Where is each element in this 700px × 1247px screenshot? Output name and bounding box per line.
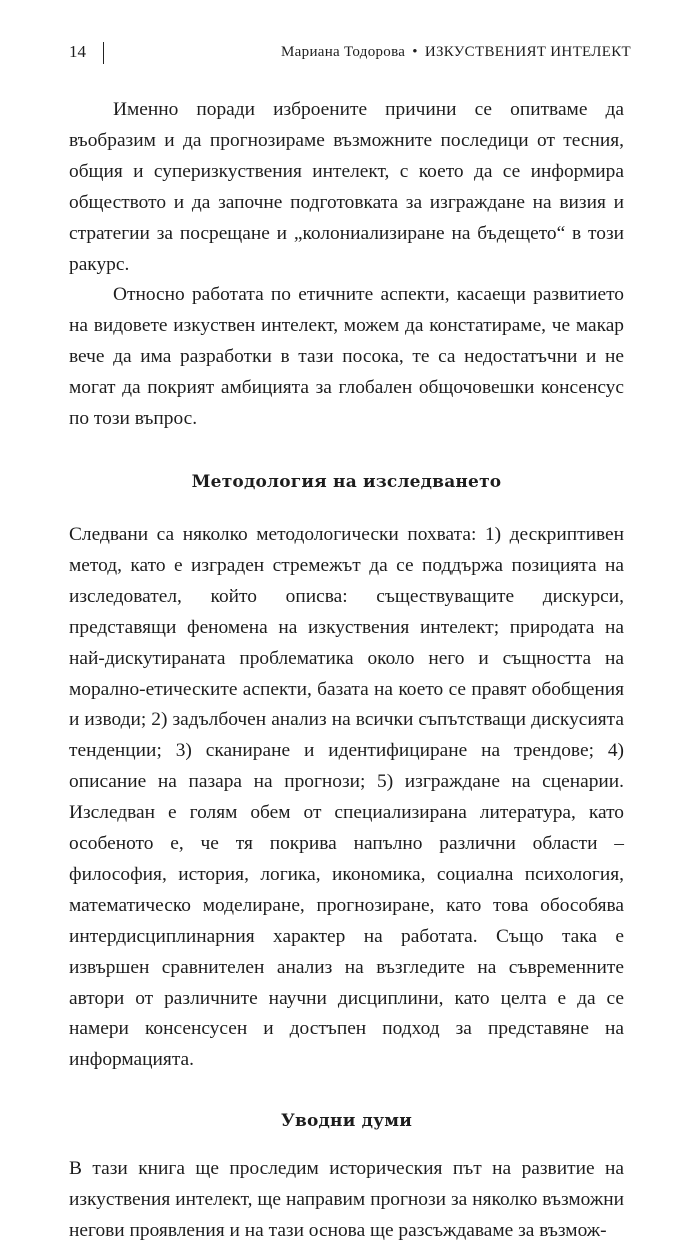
paragraph: Следвани са няколко методологически похвата: 1) дескриптивен метод, като е изграден стремежът да се поддържа позицията на изследовател, който описва: съществуващите дискурси, представящи феномена на изкуствения интелект; природата на най-дискутираната проблематика около него и същността на морално-етическите аспекти, базата на което се правят обобщения и изводи; 2) задълбочен анализ на всички съпътстващи дискусията тенденции; 3) сканиране и идентифициране на трендове; 4) описание на пазара на прогнози; 5) изграждане на сценарии. Изследван е голям обем от специализирана литература, като особеното е, че тя покрива напълно различни области – философия, история, логика, икономика, социална психология, математическо моделиране, прогнозиране, като това обособява интердисциплинарния характер на работата. Също така е извършен сравнителен анализ на възгледите на съвременните автори от различните научни дисциплини, като целта е да се намери консенсусен и достъпен подход за представяне на информацията. (69, 523, 624, 1071)
section-heading: Уводни думи (280, 1111, 413, 1132)
header-divider (103, 42, 104, 64)
paragraph: Именно поради изброените причини се опитваме да въобразим и да прогнозираме възможните последици от тесния, общия и суперизкуствения интелект, с което да се информира обществото и да започне подготовката за изграждане на визия и стратегии за посрещане и „колониализиране на бъдещето“ в този ракурс. (69, 99, 624, 275)
running-head (69, 40, 631, 70)
author-name: Мариана Тодорова (281, 44, 406, 60)
page-number: 14 (69, 42, 86, 61)
page-body (69, 95, 624, 1247)
book-title: ИЗКУСТВЕНИЯТ ИНТЕЛЕКТ (424, 44, 631, 60)
running-title (281, 40, 631, 64)
paragraph: Относно работата по етичните аспекти, касаещи развитието на видовете изкуствен интелект, можем да констатираме, че макар вече да има разработки в тази посока, те са недостатъчни и не могат да покрият амбицията за глобален общочовешки консенсус по този въпрос. (69, 284, 624, 430)
header-separator: • (412, 44, 418, 60)
paragraph: В тази книга ще проследим историческия път на развитие на изкуствения интелект, ще направим прогнози за няколко възможни негови проявления и на тази основа ще разсъждаваме за възмож- (69, 1158, 624, 1242)
section-heading: Методология на изследването (191, 471, 502, 492)
